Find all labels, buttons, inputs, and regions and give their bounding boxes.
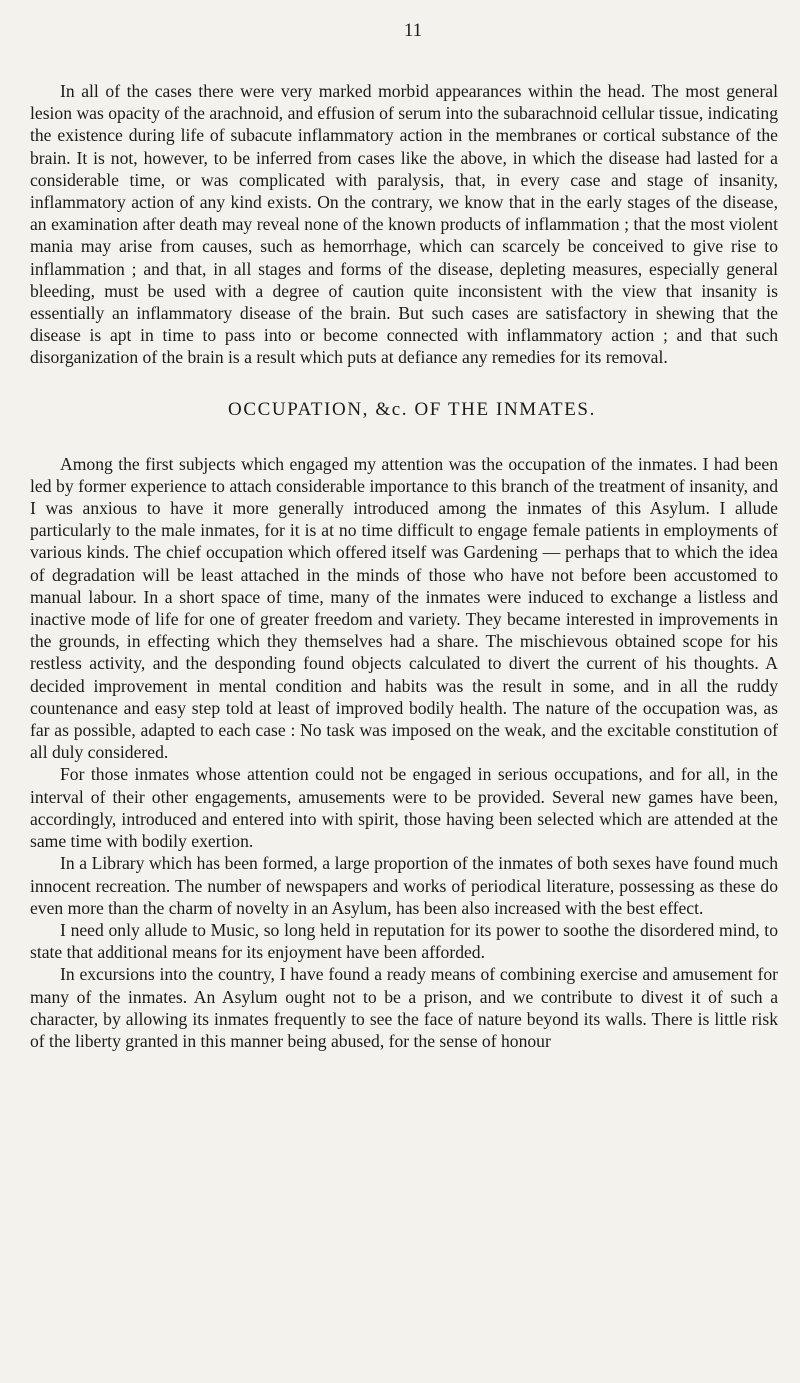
- page-number: 11: [403, 20, 423, 41]
- paragraph-amusements: For those inmates whose attention could not be engaged in serious occupations, and for all, in the interval of their other engagements, amusements were to be provided. Several new games have been, accordingly, introduced and entered into with spirit, those having been selected which are attended at the same time with bodily exertion.: [30, 764, 778, 852]
- paragraph-excursions: In excursions into the country, I have found a ready means of combining exercise and amusement for many of the inmates. An Asylum ought not to be a prison, and we contribute to divest it of such a character, by allowing its inmates frequently to see the face of nature beyond its walls. There is little risk of the liberty granted in this manner being abused, for the sense of honour: [30, 964, 778, 1051]
- paragraph-morbid-appearances: In all of the cases there were very marked morbid appearances within the head. The most general lesion was opacity of the arachnoid, and effusion of serum into the subarachnoid cellular tissue, indicating the existence during life of subacute inflammatory action in the membranes or cortical substance of the brain. It is not, however, to be inferred from cases like the above, in which the disease had lasted for a considerable time, or was complicated with paralysis, that, in every case and stage of insanity, inflammatory action of any kind exists. On the contrary, we know that in the early stages of the disease, an examination after death may reveal none of the known products of inflammation ; that the most violent mania may arise from causes, such as hemorrhage, which can scarcely be conceived to give rise to inflammation ; and that, in all stages and forms of the disease, depleting measures, especially general bleeding, must be used with a degree of caution quite inconsistent with the view that insanity is essentially an inflammatory disease of the brain. But such cases are satisfactory in shewing that the disease is apt in time to pass into or become connected with inflammatory action ; and that such disorganization of the brain is a result which puts at defiance any remedies for its removal.: [30, 81, 778, 368]
- document-page: [30, 18, 778, 1052]
- paragraph-music: I need only allude to Music, so long held in reputation for its power to soothe the disordered mind, to state that additional means for its enjoyment have been afforded.: [30, 919, 778, 963]
- paragraph-library: In a Library which has been formed, a large proportion of the inmates of both sexes have found much innocent recreation. The number of newspapers and works of periodical literature, possessing as these do even more than the charm of novelty in an Asylum, has been also increased with the best effect.: [30, 853, 778, 918]
- section-heading: OCCUPATION, &c. OF THE INMATES.: [228, 398, 596, 420]
- paragraph-first-subjects: Among the first subjects which engaged my attention was the occupation of the inmates. I had been led by former experience to attach considerable importance to this branch of the treatment of insanity, and I was anxious to have it more generally introduced among the inmates of this Asylum. I allude particularly to the male inmates, for it is at no time difficult to engage female patients in employments of various kinds. The chief occupation which offered itself was Gardening — perhaps that to which the idea of degradation will be least attached in the minds of those who have not before been accustomed to manual labour. In a short space of time, many of the inmates were induced to exchange a listless and inactive mode of life for one of greater freedom and variety. They became interested in improvements in the grounds, in effecting which they themselves had a share. The mischievous obtained scope for his restless activity, and the desponding found objects calculated to divert the current of his thoughts. A decided improvement in mental condition and habits was the result in some, and in all the ruddy countenance and easy step told at least of improved bodily health. The nature of the occupation was, as far as possible, adapted to each case : No task was imposed on the weak, and the excitable constitution of all duly considered.: [30, 453, 778, 763]
